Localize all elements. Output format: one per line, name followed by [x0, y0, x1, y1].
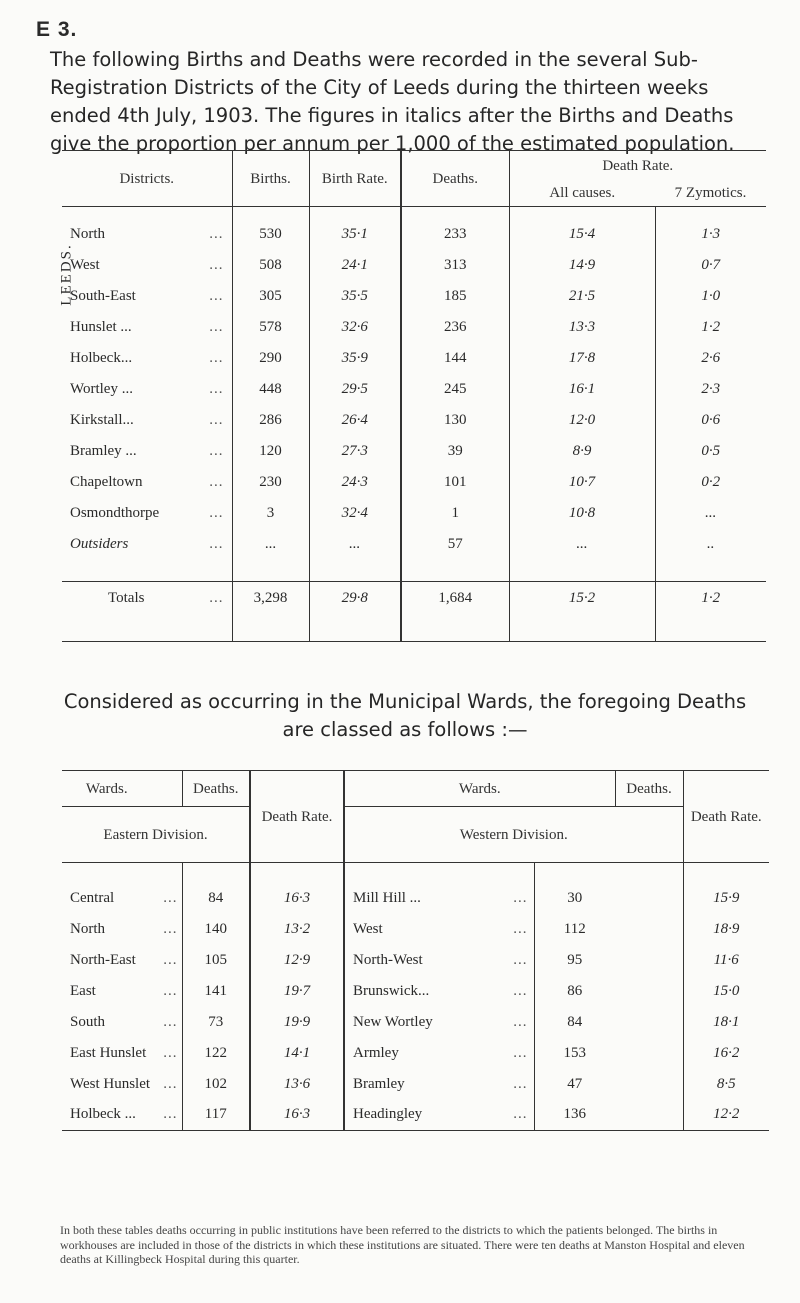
district-birth-rate: 32·4	[309, 498, 401, 529]
east-ward-rate: 19·9	[250, 1007, 344, 1038]
district-name: Outsiders ...	[70, 535, 224, 552]
west-ward-deaths: 136	[534, 1100, 615, 1131]
district-death-rate: 13·3	[509, 312, 655, 343]
district-name: Hunslet ... ...	[70, 318, 224, 335]
header-zymotics: 7 Zymotics.	[655, 181, 766, 207]
totals-label: Totals ...	[108, 590, 224, 607]
district-name: Bramley ... ...	[70, 442, 224, 459]
district-birth-rate: 32·6	[309, 312, 401, 343]
district-births: 230	[232, 467, 309, 498]
east-ward-name: East Hunslet ...	[70, 1044, 178, 1061]
district-row	[62, 498, 766, 529]
district-death-rate: 17·8	[509, 343, 655, 374]
district-row	[62, 281, 766, 312]
district-name: Kirkstall... ...	[70, 411, 224, 428]
births-deaths-table	[58, 150, 766, 642]
east-ward-rate: 16·3	[250, 883, 344, 914]
west-ward-name: Mill Hill ... ...	[344, 883, 534, 914]
ward-row	[62, 1069, 769, 1100]
district-zymotic-rate: ...	[655, 498, 766, 529]
district-zymotic-rate: 2·6	[655, 343, 766, 374]
east-ward-name: South ...	[70, 1013, 178, 1030]
district-row	[62, 467, 766, 498]
footnote: In both these tables deaths occurring in public institutions have been referred to the districts to which the patients belonged. The births in workhouses are included in those of the districts in which these institutions are situated. There were ten deaths at Manston Hospital and eleven deaths at Killingbeck Hospital during this quarter.	[60, 1223, 745, 1266]
district-death-rate: 12·0	[509, 405, 655, 436]
district-zymotic-rate: 0·7	[655, 250, 766, 281]
district-birth-rate: 24·1	[309, 250, 401, 281]
district-name: South-East ...	[70, 287, 224, 304]
west-ward-deaths: 153	[534, 1038, 615, 1069]
district-birth-rate: 29·5	[309, 374, 401, 405]
east-ward-name: North-East ...	[70, 951, 178, 968]
west-ward-deaths: 84	[534, 1007, 615, 1038]
district-birth-rate: 35·1	[309, 219, 401, 250]
district-row	[62, 374, 766, 405]
east-ward-deaths: 105	[182, 945, 250, 976]
district-death-rate: 15·4	[509, 219, 655, 250]
district-deaths: 144	[401, 343, 509, 374]
west-ward-rate: 16·2	[683, 1038, 769, 1069]
district-birth-rate: 35·9	[309, 343, 401, 374]
ward-row	[62, 1100, 769, 1131]
district-births: 3	[232, 498, 309, 529]
district-births: 305	[232, 281, 309, 312]
west-ward-name: New Wortley ...	[344, 1007, 534, 1038]
west-ward-rate: 18·9	[683, 914, 769, 945]
district-deaths: 245	[401, 374, 509, 405]
district-death-rate: ...	[509, 529, 655, 560]
west-ward-name: Bramley ...	[344, 1069, 534, 1100]
ward-row	[62, 883, 769, 914]
district-row	[62, 343, 766, 374]
leeds-group-label: LEEDS.	[58, 243, 75, 306]
district-row	[62, 405, 766, 436]
district-zymotic-rate: 1·0	[655, 281, 766, 312]
west-ward-deaths: 95	[534, 945, 615, 976]
west-ward-rate: 15·9	[683, 883, 769, 914]
district-birth-rate: ...	[309, 529, 401, 560]
header-western-division: Western Division.	[344, 807, 683, 863]
ward-row	[62, 914, 769, 945]
district-death-rate: 14·9	[509, 250, 655, 281]
ward-row	[62, 976, 769, 1007]
district-births: 578	[232, 312, 309, 343]
header-birth-rate: Birth Rate.	[309, 151, 401, 207]
district-zymotic-rate: 1·2	[655, 312, 766, 343]
district-death-rate: 10·8	[509, 498, 655, 529]
west-ward-name: Headingley ...	[344, 1100, 534, 1131]
east-ward-rate: 14·1	[250, 1038, 344, 1069]
header-death-rate-west: Death Rate.	[683, 771, 769, 863]
district-deaths: 101	[401, 467, 509, 498]
west-ward-name: North-West ...	[344, 945, 534, 976]
district-deaths: 313	[401, 250, 509, 281]
east-ward-deaths: 102	[182, 1069, 250, 1100]
district-death-rate: 8·9	[509, 436, 655, 467]
district-zymotic-rate: 2·3	[655, 374, 766, 405]
district-zymotic-rate: 0·5	[655, 436, 766, 467]
district-birth-rate: 35·5	[309, 281, 401, 312]
district-death-rate: 16·1	[509, 374, 655, 405]
district-zymotic-rate: 0·6	[655, 405, 766, 436]
district-name: North ...	[70, 225, 224, 242]
district-row	[62, 250, 766, 281]
district-births: 290	[232, 343, 309, 374]
header-death-rate-east: Death Rate.	[250, 771, 344, 863]
east-ward-rate: 16·3	[250, 1100, 344, 1131]
west-ward-deaths: 112	[534, 914, 615, 945]
west-ward-rate: 12·2	[683, 1100, 769, 1131]
district-zymotic-rate: ..	[655, 529, 766, 560]
header-districts: Districts.	[62, 151, 232, 207]
east-ward-name: East ...	[70, 982, 178, 999]
header-deaths-west: Deaths.	[615, 771, 683, 807]
district-deaths: 57	[401, 529, 509, 560]
intro-paragraph: The following Births and Deaths were recorded in the several Sub-Registration Districts of the City of Leeds during the thirteen weeks ended 4th July, 1903. The figures in italics after the Births and Deaths give the proportion per annum per 1,000 of the estimated population.	[50, 48, 735, 155]
east-ward-rate: 19·7	[250, 976, 344, 1007]
east-ward-rate: 13·6	[250, 1069, 344, 1100]
district-row	[62, 436, 766, 467]
district-birth-rate: 26·4	[309, 405, 401, 436]
totals-births: 3,298	[232, 582, 309, 616]
west-ward-name: West ...	[344, 914, 534, 945]
district-death-rate: 10·7	[509, 467, 655, 498]
district-row	[62, 312, 766, 343]
ward-row	[62, 945, 769, 976]
header-deaths: Deaths.	[401, 151, 509, 207]
wards-intro-paragraph: Considered as occurring in the Municipal Wards, the foregoing Deaths are classed as follows :—	[63, 690, 747, 741]
district-births: 530	[232, 219, 309, 250]
district-births: ...	[232, 529, 309, 560]
district-deaths: 233	[401, 219, 509, 250]
district-name: Wortley ... ...	[70, 380, 224, 397]
district-name: Osmondthorpe ...	[70, 504, 224, 521]
district-death-rate: 21·5	[509, 281, 655, 312]
west-ward-name: Armley ...	[344, 1038, 534, 1069]
district-deaths: 130	[401, 405, 509, 436]
totals-deaths: 1,684	[401, 582, 509, 616]
district-name: Chapeltown ...	[70, 473, 224, 490]
district-row	[62, 219, 766, 250]
totals-zymotic-rate: 1·2	[655, 582, 766, 616]
page-reference: E 3.	[36, 18, 78, 41]
ward-row	[62, 1007, 769, 1038]
district-zymotic-rate: 1·3	[655, 219, 766, 250]
west-ward-rate: 11·6	[683, 945, 769, 976]
district-birth-rate: 24·3	[309, 467, 401, 498]
west-ward-rate: 18·1	[683, 1007, 769, 1038]
header-wards-east: Wards.	[62, 771, 182, 807]
east-ward-deaths: 122	[182, 1038, 250, 1069]
district-name: Holbeck... ...	[70, 349, 224, 366]
district-deaths: 1	[401, 498, 509, 529]
east-ward-rate: 13·2	[250, 914, 344, 945]
totals-birth-rate: 29·8	[309, 582, 401, 616]
header-death-rate: Death Rate.	[509, 151, 766, 181]
district-births: 448	[232, 374, 309, 405]
east-ward-deaths: 141	[182, 976, 250, 1007]
east-ward-name: North ...	[70, 920, 178, 937]
west-ward-name: Brunswick... ...	[344, 976, 534, 1007]
west-ward-deaths: 47	[534, 1069, 615, 1100]
header-deaths-east: Deaths.	[182, 771, 250, 807]
west-ward-deaths: 30	[534, 883, 615, 914]
district-row	[62, 529, 766, 560]
district-zymotic-rate: 0·2	[655, 467, 766, 498]
east-ward-name: Central ...	[70, 889, 178, 906]
east-ward-name: Holbeck ... ...	[70, 1106, 178, 1123]
district-deaths: 39	[401, 436, 509, 467]
district-births: 508	[232, 250, 309, 281]
west-ward-deaths: 86	[534, 976, 615, 1007]
district-deaths: 185	[401, 281, 509, 312]
district-name: West ...	[70, 256, 224, 273]
district-births: 120	[232, 436, 309, 467]
ward-row	[62, 1038, 769, 1069]
district-birth-rate: 27·3	[309, 436, 401, 467]
west-ward-rate: 15·0	[683, 976, 769, 1007]
district-births: 286	[232, 405, 309, 436]
header-all-causes: All causes.	[509, 181, 655, 207]
header-eastern-division: Eastern Division.	[62, 807, 250, 863]
east-ward-rate: 12·9	[250, 945, 344, 976]
wards-table	[62, 770, 769, 1131]
header-births: Births.	[232, 151, 309, 207]
district-deaths: 236	[401, 312, 509, 343]
east-ward-deaths: 140	[182, 914, 250, 945]
totals-death-rate: 15·2	[509, 582, 655, 616]
west-ward-rate: 8·5	[683, 1069, 769, 1100]
east-ward-deaths: 84	[182, 883, 250, 914]
header-wards-west: Wards.	[344, 771, 615, 807]
east-ward-name: West Hunslet ...	[70, 1075, 178, 1092]
east-ward-deaths: 117	[182, 1100, 250, 1131]
east-ward-deaths: 73	[182, 1007, 250, 1038]
